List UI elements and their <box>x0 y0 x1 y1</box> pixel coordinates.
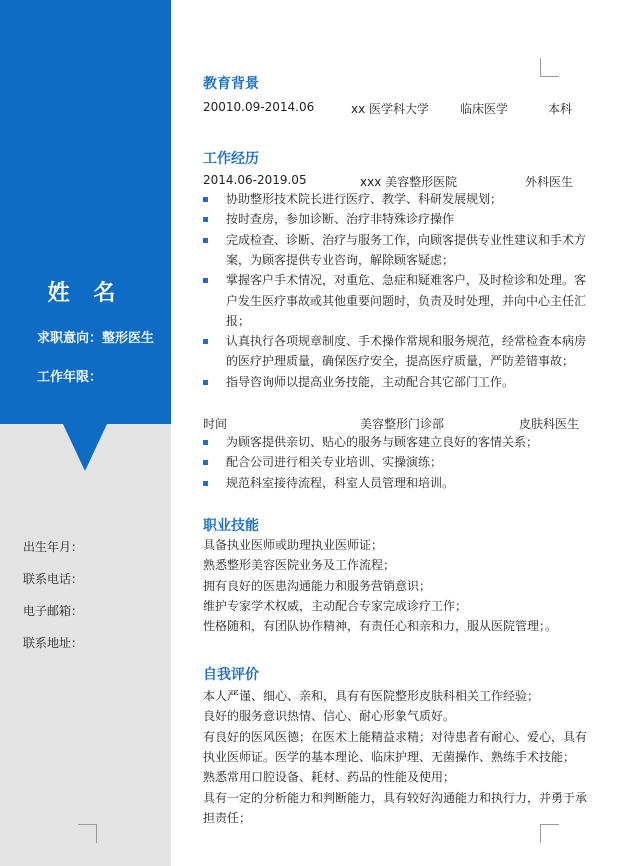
job1-duty-item-text: 认真执行各项规章制度、手术操作常规和服务规范，经常检查本病房 <box>226 334 587 349</box>
self-eval-line: 有良好的医风医德；在医术上能精益求精；对待患者有耐心、爱心，具有 <box>203 729 588 744</box>
job2-org: 美容整形门诊部 <box>360 417 445 431</box>
self-eval-title: 自我评价 <box>203 667 259 683</box>
self-eval-line: 执业医师证。医学的基本理论、临床护理、无菌操作、熟练手术技能； <box>203 749 576 764</box>
job1-duty-bullet-icon <box>203 380 208 385</box>
job2-duty-item-text: 配合公司进行相关专业培训、实操演练； <box>226 455 443 470</box>
education-period: 20010.09-2014.06 <box>203 100 315 114</box>
skill-line: 性格随和，有团队协作精神，有责任心和亲和力，服从医院管理；。 <box>203 619 558 634</box>
job1-duty-item-text: 完成检查、诊断、治疗与服务工作，向顾客提供专业性建议和手术方 <box>226 232 587 247</box>
job1-duty-item-text: 指导咨询师以提高业务技能，主动配合其它部门工作。 <box>226 374 515 389</box>
job1-duty-item-text: 报； <box>226 313 251 328</box>
birth-date-label: 出生年月： <box>23 540 84 554</box>
education-title: 教育背景 <box>203 76 259 92</box>
job2-role: 皮肤科医生 <box>519 417 580 431</box>
address-label: 联系地址： <box>23 636 84 650</box>
education-degree: 本科 <box>548 102 573 116</box>
job2-duty-bullet-icon <box>203 460 208 465</box>
self-eval-line: 担责任； <box>203 810 252 825</box>
self-eval-line: 具有一定的分析能力和判断能力，具有较好沟通能力和执行力，并勇于承 <box>203 790 588 805</box>
job1-duty-item-text: 协助整形技术院长进行医疗、教学、科研发展规划； <box>226 192 503 206</box>
education-major: 临床医学 <box>460 102 509 116</box>
job-intent: 求职意向：整形医生 <box>37 331 155 346</box>
skill-line: 具备执业医师或助理执业医师证； <box>203 538 384 552</box>
self-eval-line: 熟悉常用口腔设备、耗材、药品的性能及使用； <box>203 770 456 785</box>
education-school: xx 医学科大学 <box>351 102 430 116</box>
skills-title: 职业技能 <box>203 518 259 534</box>
candidate-name: 姓 名 <box>47 281 124 306</box>
skill-line: 熟悉整形美容医院业务及工作流程； <box>203 558 396 573</box>
job1-duty-item-text: 案，为顾客提供专业咨询，解除顾客疑虑； <box>226 252 455 267</box>
job1-duty-bullet-icon <box>203 217 208 222</box>
job1-role: 外科医生 <box>525 175 574 189</box>
skill-line: 拥有良好的医患沟通能力和服务营销意识； <box>203 578 432 593</box>
job1-duty-item-text: 按时查房，参加诊断、治疗非特殊诊疗操作 <box>226 212 455 227</box>
email-label: 电子邮箱： <box>23 604 84 618</box>
job1-duty-item-text: 掌握客户手术情况，对重危、急症和疑难客户，及时检诊和处理。客 <box>226 273 587 288</box>
phone-label: 联系电话： <box>23 572 84 586</box>
corner-mark-bottom-left <box>78 824 97 843</box>
job2-duty-item-text: 为顾客提供亲切、贴心的服务与顾客建立良好的客情关系； <box>226 435 539 449</box>
work-years: 工作年限： <box>37 370 103 385</box>
job1-duty-item-text: 户发生医疗事故或其他重要问题时，负责及时处理，并向中心主任汇 <box>226 293 587 308</box>
job1-period: 2014.06-2019.05 <box>203 173 307 187</box>
work-title: 工作经历 <box>203 151 259 167</box>
skill-line: 维护专家学术权威，主动配合专家完成诊疗工作； <box>203 598 468 613</box>
self-eval-line: 本人严谨、细心、亲和，具有有医院整形皮肤科相关工作经验； <box>203 689 540 703</box>
job1-duty-bullet-icon <box>203 278 208 283</box>
self-eval-line: 良好的服务意识热情、信心、耐心形象气质好。 <box>203 709 456 724</box>
sidebar-header-banner <box>0 0 171 471</box>
job1-duty-bullet-icon <box>203 197 208 202</box>
job1-duty-bullet-icon <box>203 238 208 243</box>
job1-duty-bullet-icon <box>203 339 208 344</box>
job2-duty-item-text: 规范科室接待流程，科室人员管理和培训。 <box>226 475 455 490</box>
corner-mark-top-right <box>540 58 559 77</box>
job2-period: 时间 <box>203 417 228 431</box>
job1-org: xxx 美容整形医院 <box>360 175 458 189</box>
job1-duty-item-text: 的医疗护理质量，确保医疗安全，提高医疗质量，严防差错事故； <box>226 354 575 369</box>
corner-mark-bottom-right <box>540 824 559 843</box>
job2-duty-bullet-icon <box>203 481 208 486</box>
job2-duty-bullet-icon <box>203 440 208 445</box>
